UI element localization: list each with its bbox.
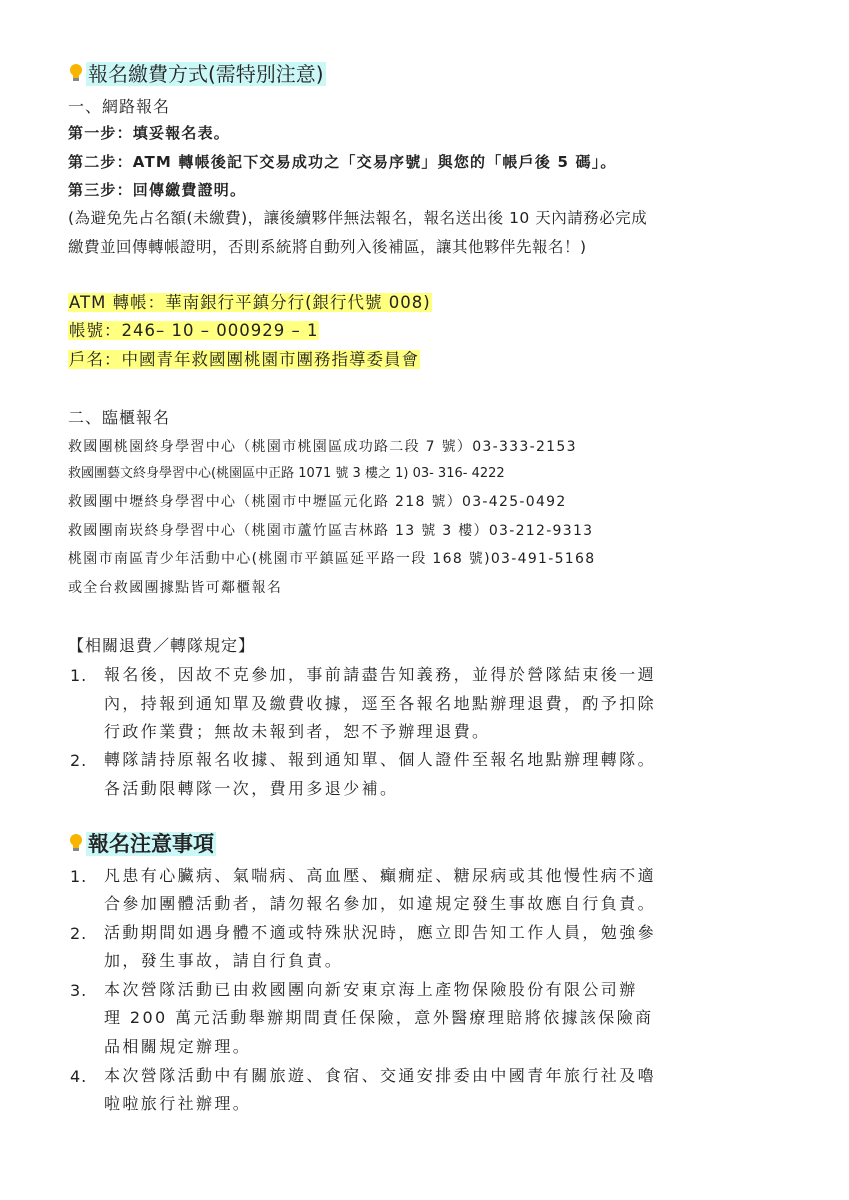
location-item: 或全台救國團據點皆可鄰櫃報名 <box>68 580 283 596</box>
lightbulb-icon <box>68 62 86 89</box>
notice-item-line: 品相關規定辦理。 <box>104 1037 252 1056</box>
notice-item-line: 本次營隊活動中有關旅遊、食宿、交通安排委由中國青年旅行社及嚕 <box>104 1066 657 1085</box>
notice-item-line: 啦啦旅行社辦理。 <box>104 1094 252 1113</box>
step-2: 第二步：ATM 轉帳後記下交易成功之「交易序號」與您的「帳戶後 5 碼」。 <box>68 153 617 171</box>
notice-item-line: 合參加團體活動者，請勿報名參加，如違規定發生事故應自行負責。 <box>104 894 657 913</box>
notice-item-line: 活動期間如遇身體不適或特殊狀況時，應立即告知工作人員，勉強參 <box>104 923 657 942</box>
refund-item-line: 報名後，因故不克參加，事前請盡告知義務，並得於營隊結束後一週 <box>104 665 657 684</box>
notice-section-title <box>68 832 216 860</box>
notice-item-number: 4. <box>70 1067 88 1086</box>
refund-item-number: 1. <box>70 666 88 685</box>
bank-info: ATM 轉帳：華南銀行平鎮分行(銀行代號 008) <box>69 293 431 312</box>
step-3: 第三步：回傳繳費證明。 <box>68 181 247 199</box>
account-holder: 戶名：中國青年救國團桃園市團務指導委員會 <box>69 350 419 369</box>
location-item: 救國團桃園終身學習中心（桃園市桃園區成功路二段 7 號）03-333-2153 <box>68 439 577 455</box>
notice-item-line: 加，發生事故，請自行負責。 <box>104 951 344 970</box>
location-item: 救國團藝文終身學習中心(桃園區中正路 1071 號 3 樓之 1) 03- 316- 4222 <box>68 466 505 481</box>
notice-item-line: 本次營隊活動已由救國團向新安東京海上產物保險股份有限公司辦 <box>104 980 638 999</box>
notice-item-line: 理 200 萬元活動舉辦期間責任保險，意外醫療理賠將依據該保險商 <box>104 1008 654 1027</box>
refund-item-line: 轉隊請持原報名收據、報到通知單、個人證件至報名地點辦理轉隊。 <box>104 750 657 769</box>
payment-section-title <box>68 62 326 89</box>
notice-item-number: 1. <box>70 867 88 886</box>
step-1: 第一步：填妥報名表。 <box>68 124 231 142</box>
refund-item-line: 內，持報到通知單及繳費收據，逕至各報名地點辦理退費，酌予扣除 <box>104 694 657 713</box>
notice-item-number: 2. <box>70 924 88 943</box>
location-item: 桃園市南區青少年活動中心(桃園市平鎮區延平路一段 168 號)03-491-5168 <box>68 551 596 567</box>
refund-heading: 【相關退費／轉隊規定】 <box>68 636 256 655</box>
location-item: 救國團南崁終身學習中心（桃園市蘆竹區吉林路 13 號 3 樓）03-212-9313 <box>68 523 594 539</box>
notice-title-text: 報名注意事項 <box>88 832 214 856</box>
refund-item-line: 各活動限轉隊一次，費用多退少補。 <box>104 779 399 798</box>
payment-note-line-1: (為避免先占名額(未繳費)，讓後續夥伴無法報名，報名送出後 10 天內請務必完成 <box>68 209 648 227</box>
location-item: 救國團中壢終身學習中心（桃園市中壢區元化路 218 號）03-425-0492 <box>68 494 567 510</box>
counter-registration-heading: 二、臨櫃報名 <box>68 408 171 427</box>
notice-item-number: 3. <box>70 981 88 1000</box>
account-number: 帳號：246– 10 – 000929 – 1 <box>69 321 319 340</box>
refund-item-line: 行政作業費；無故未報到者，恕不予辦理退費。 <box>104 722 491 741</box>
payment-note-line-2: 繳費並回傳轉帳證明，否則系統將自動列入後補區，讓其他夥伴先報名！) <box>68 238 587 256</box>
notice-item-line: 凡患有心臟病、氣喘病、高血壓、癲癇症、糖尿病或其他慢性病不適 <box>104 866 657 885</box>
refund-item-number: 2. <box>70 751 88 770</box>
payment-title-text: 報名繳費方式(需特別注意) <box>88 62 324 86</box>
lightbulb-icon <box>68 832 86 860</box>
online-registration-heading: 一、網路報名 <box>68 97 171 116</box>
